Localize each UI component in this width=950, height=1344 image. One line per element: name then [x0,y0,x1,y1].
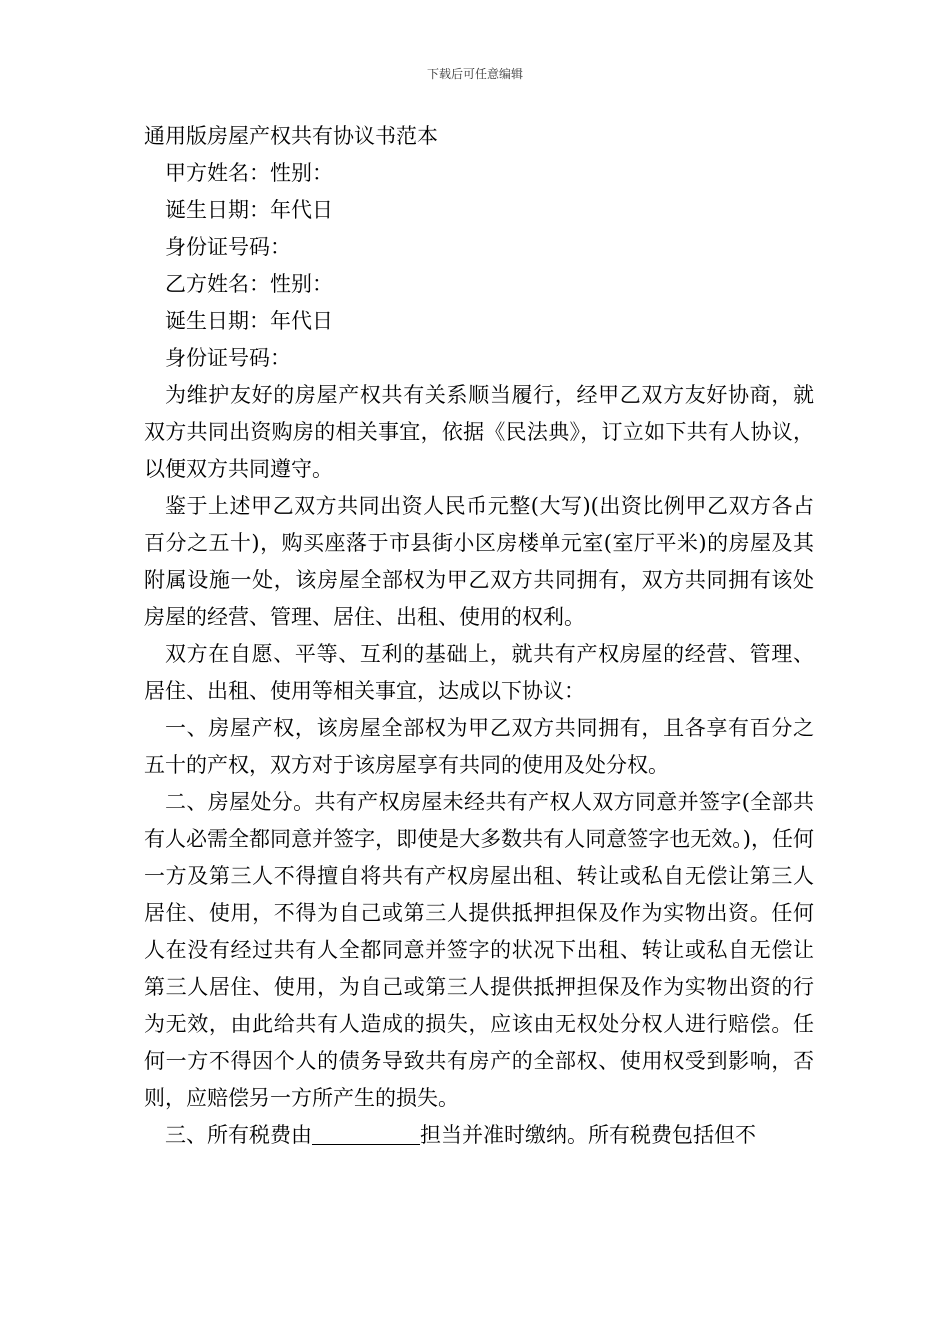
paragraph-investment: 鉴于上述甲乙双方共同出资人民币元整(大写)(出资比例甲乙双方各占百分之五十)，购买座落于市县街小区房楼单元室(室厅平米)的房屋及其附属设施一处，该房屋全部权为甲乙双方共同拥有，双方共同拥有该处房屋的经营、管理、居住、出租、使用的权利。 [144,494,814,629]
clause-3-taxes [144,1117,814,1154]
party-b-birth-date: 诞生日期：年代日 [165,309,333,333]
party-a-id-number: 身份证号码： [165,235,291,259]
page-header-note: 下载后可任意编辑 [426,67,523,81]
party-a-birth-date: 诞生日期：年代日 [165,198,333,222]
document-body [144,118,814,1154]
fill-in-blank-line [312,1121,420,1145]
clause-3-text-before: 三、所有税费由 [165,1123,312,1147]
clause-2-property-disposal: 二、房屋处分。共有产权房屋未经共有产权人双方同意并签字(全部共有人必需全都同意并签字，即使是大多数共有人同意签字也无效。)，任何一方及第三人不得擅自将共有产权房屋出租、转让或私自无偿让第三人居住、使用，不得为自己或第三人提供抵押担保及作为实物出资。任何人在没有经过共有人全都同意并签字的状况下出租、转让或私自无偿让第三人居住、使用，为自己或第三人提供抵押担保及作为实物出资的行为无效，由此给共有人造成的损失，应该由无权处分权人进行赔偿。任何一方不得因个人的债务导致共有房产的全部权、使用权受到影响，否则，应赔偿另一方所产生的损失。 [144,790,814,1110]
document-title: 通用版房屋产权共有协议书范本 [144,124,438,148]
party-b-id-number: 身份证号码： [165,346,291,370]
clause-3-text-after: 担当并准时缴纳。所有税费包括但不 [420,1123,756,1147]
party-b-name-gender: 乙方姓名：性别： [165,272,333,296]
party-a-name-gender: 甲方姓名：性别： [165,161,333,185]
clause-1-property-right: 一、房屋产权，该房屋全部权为甲乙双方共同拥有，且各享有百分之五十的产权，双方对于该房屋享有共同的使用及处分权。 [144,716,814,777]
paragraph-agreement-intro: 双方在自愿、平等、互利的基础上，就共有产权房屋的经营、管理、居住、出租、使用等相关事宜，达成以下协议： [144,642,814,703]
paragraph-purpose: 为维护友好的房屋产权共有关系顺当履行，经甲乙双方友好协商，就双方共同出资购房的相关事宜，依据《民法典》，订立如下共有人协议，以便双方共同遵守。 [144,383,814,481]
